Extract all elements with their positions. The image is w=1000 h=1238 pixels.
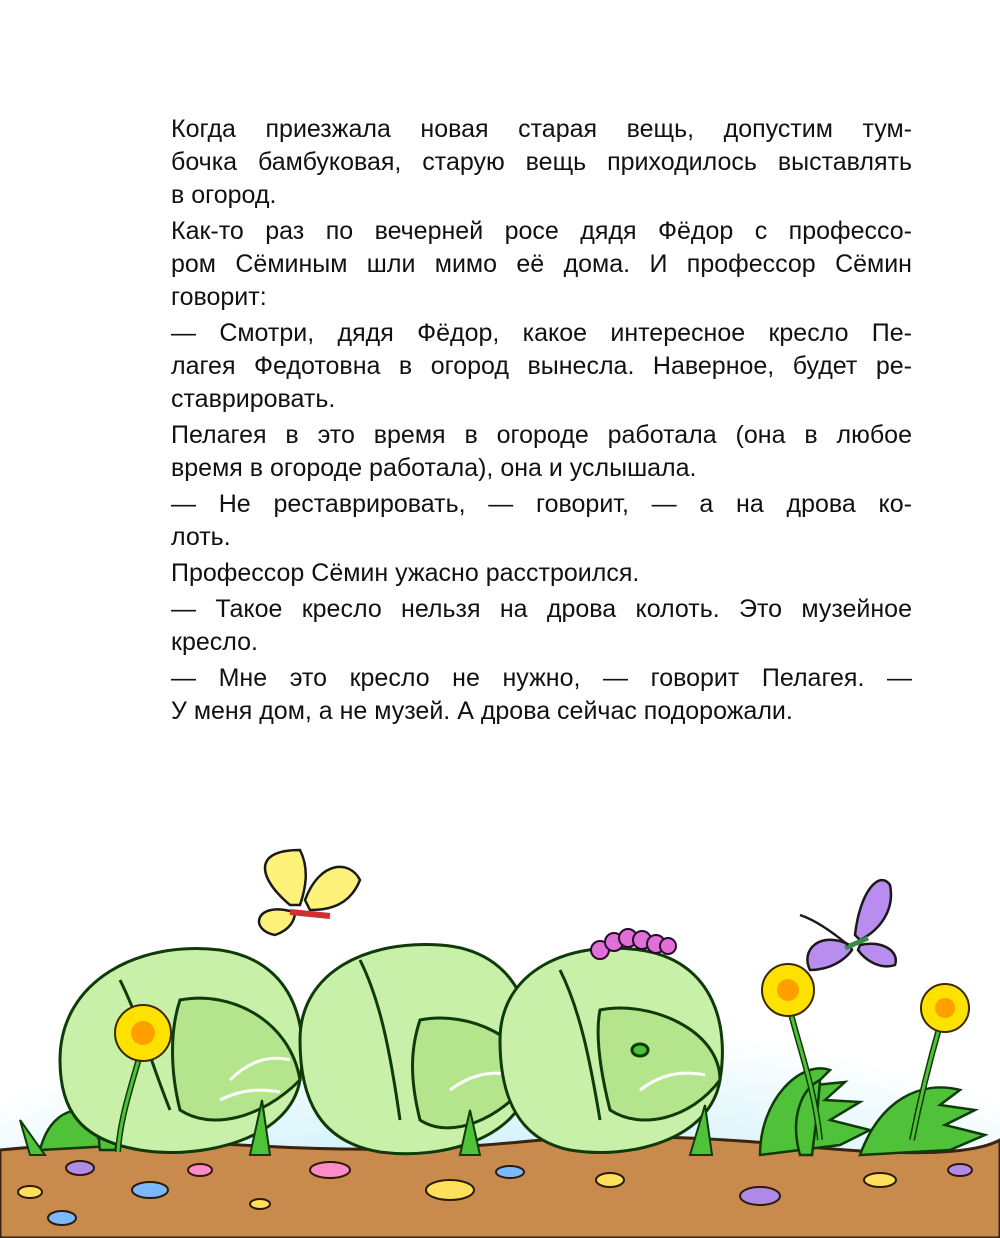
text-line: ставрировать. [171,385,336,413]
text-line: — Такое кресло нельзя на дрова колоть. Это музейное [171,595,912,623]
text-line: время в огороде работала), она и услышала. [171,454,697,482]
text-line: говорит: [171,283,267,311]
text-line: Пелагея в это время в огороде работала (она в любое [171,421,912,449]
text-line: лоть. [171,523,231,551]
paragraph-5 [138,488,912,554]
text-line: Когда приезжала новая старая вещь, допустим тум- [171,115,912,143]
paragraph-2 [138,215,912,314]
text-line: — Смотри, дядя Фёдор, какое интересное кресло Пе- [171,319,912,347]
text-line: У меня дом, а не музей. А дрова сейчас подорожали. [171,697,793,725]
paragraph-4 [138,419,912,485]
paragraph-6 [138,557,912,590]
cabbage-right [500,948,722,1152]
text-line: Профессор Сёмин ужасно расстроился. [171,559,640,587]
paragraph-3 [138,317,912,416]
butterfly-right [800,880,896,970]
dandelion-flower-right-2 [921,984,969,1032]
text-line: лагея Федотовна в огород вынесла. Наверное, будет ре- [171,352,912,380]
text-line: кресло. [171,628,258,656]
story-text [138,113,912,731]
cabbage-middle [300,944,532,1153]
text-line: ром Сёминым шли мимо её дома. И профессор Сёмин [171,250,912,278]
paragraph-1 [138,113,912,212]
dandelion-flower-right-1 [762,964,814,1016]
paragraph-8 [138,662,912,728]
garden-illustration [0,820,1000,1238]
text-line: бочка бамбуковая, старую вещь приходилось выставлять [171,148,912,176]
paragraph-7 [138,593,912,659]
text-line: Как-то раз по вечерней росе дядя Фёдор с профессо- [171,217,912,245]
text-line: в огород. [171,181,277,209]
dandelion-flower-left [115,1005,171,1061]
text-line: — Мне это кресло не нужно, — говорит Пелагея. — [171,664,912,692]
text-line: — Не реставрировать, — говорит, — а на дрова ко- [171,490,912,518]
